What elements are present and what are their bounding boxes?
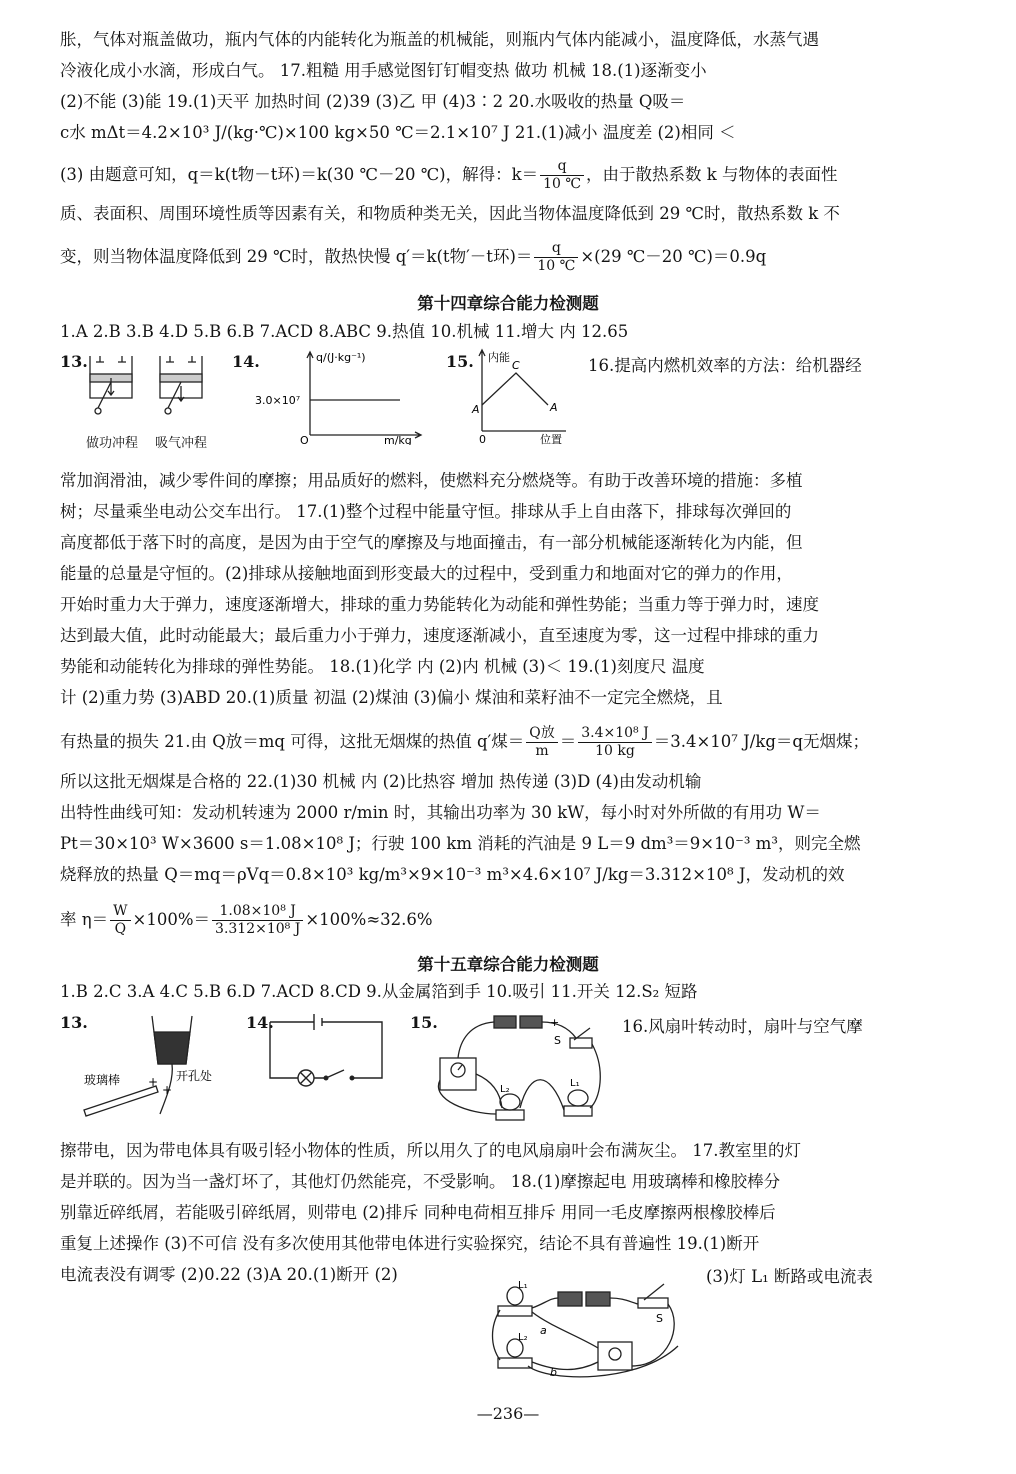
fraction xyxy=(534,240,578,275)
fraction xyxy=(578,725,651,760)
text-line: 开始时重力大于弹力，速度逐渐增大，排球的重力势能转化为动能和弹性势能；当重力等于弹力时，速度 xyxy=(60,595,819,614)
fraction-denominator: 10 ℃ xyxy=(537,258,576,274)
graph-yvalue: 3.0×10⁷ xyxy=(255,394,301,407)
question-number: 13. xyxy=(60,352,88,371)
text-line-formula xyxy=(60,240,928,275)
experiment-circuit-diagram xyxy=(488,1276,698,1388)
answer-line: 1.A 2.B 3.B 4.D 5.B 6.B 7.ACD 8.ABC 9.热值 10.机械 11.增大 内 12.65 xyxy=(60,322,629,341)
graph-xlabel: 位置 xyxy=(540,433,562,445)
glass-rod-diagram xyxy=(80,1010,230,1120)
text-line: 冷液化成小水滴，形成白气。 17.粗糙 用手感觉图钉钉帽变热 做功 机械 18.(1)逐渐变小 xyxy=(60,61,707,80)
svg-text:+: + xyxy=(162,1083,173,1097)
text-line: 所以这批无烟煤是合格的 22.(1)30 机械 内 (2)比热容 增加 热传递 (3)D (4)由发动机输 xyxy=(60,772,702,791)
text-segment: 16.提高内燃机效率的方法：给机器经 xyxy=(588,356,862,375)
circuit-diagram xyxy=(264,1010,394,1090)
text-line: 重复上述操作 (3)不可信 没有多次使用其他带电体进行实验探究，结论不具有普遍性 19.(1)断开 xyxy=(60,1234,760,1253)
switch-label: S xyxy=(554,1034,561,1047)
switch-label: S xyxy=(656,1312,663,1325)
bulb-label: L₁ xyxy=(570,1078,580,1089)
question-number: 13. xyxy=(60,1013,88,1032)
fraction-denominator: 10 ℃ xyxy=(543,176,582,192)
text-segment: ×100%≈32.6% xyxy=(305,910,433,929)
text-line: 是并联的。因为当一盏灯坏了，其他灯仍然能亮，不受影响。 18.(1)摩擦起电 用玻璃棒和橡胶棒分 xyxy=(60,1172,781,1191)
graph-ylabel: q/(J·kg⁻¹) xyxy=(316,351,366,364)
fraction xyxy=(212,903,303,938)
fraction-numerator: q xyxy=(540,158,584,176)
text-line-formula: 有热量的损失 21.由 Q放＝mq 可得，这批无烟煤的热值 q′煤＝ Q放 m ＝ $\frac{\text{3.4×10⁸ J}}{10 kg}$ ＝3.4×10⁷ J/kg＝q无烟煤； xyxy=(60,725,869,759)
point-label: A xyxy=(550,401,558,414)
text-segment: ＝3.4×10⁷ J/kg＝q无烟煤； xyxy=(653,732,869,751)
question-number: 14. xyxy=(246,1013,274,1032)
fraction-denominator: Q xyxy=(114,921,127,937)
text-segment: ×(29 ℃－20 ℃)＝0.9q xyxy=(580,247,767,266)
text-line: 胀，气体对瓶盖做功，瓶内气体的内能转化为瓶盖的机械能，则瓶内气体内能减小，温度降低，水蒸气遇 xyxy=(60,30,819,49)
wire-label: a xyxy=(540,1324,547,1337)
graph-ylabel: 内能 xyxy=(488,351,510,364)
text-line: 质、表面积、周围环境性质等因素有关，和物质种类无关，因此当物体温度降低到 29 ℃时，散热系数 k 不 xyxy=(60,204,840,223)
fraction-denominator: 3.312×10⁸ J xyxy=(215,921,301,937)
svg-text:+: + xyxy=(550,1016,560,1029)
fraction-numerator: 1.08×10⁸ J xyxy=(212,903,303,921)
section-heading-ch15: 第十五章综合能力检测题 xyxy=(417,955,599,974)
question-number: 15. xyxy=(446,352,474,371)
wire-label: b xyxy=(550,1366,557,1379)
text-line: 势能和动能转化为排球的弹性势能。 18.(1)化学 内 (2)内 机械 (3)＜ 19.(1)刻度尺 温度 xyxy=(60,657,705,676)
text-line: 烧释放的热量 Q＝mq＝ρVq＝0.8×10³ kg/m³×9×10⁻³ m³×4.6×10⁷ J/kg＝3.312×10⁸ J，发动机的效 xyxy=(60,865,845,884)
graph-xlabel: m/kg xyxy=(384,434,412,445)
bulb-label: L₂ xyxy=(500,1084,510,1095)
text-segment: 16.风扇叶转动时，扇叶与空气摩 xyxy=(622,1017,863,1036)
energy-position-graph xyxy=(466,345,586,445)
text-segment: 率 η＝ xyxy=(60,910,109,929)
heat-value-graph xyxy=(250,345,430,445)
text-line: 能量的总量是守恒的。(2)排球从接触地面到形变最大的过程中，受到重力和地面对它的弹力的作用， xyxy=(60,564,793,583)
text-segment: 有热量的损失 21.由 Q放＝mq 可得，这批无烟煤的热值 q′煤＝ xyxy=(60,732,525,751)
fraction-denominator: 10 kg xyxy=(595,743,635,759)
text-line-formula xyxy=(60,898,928,942)
text-segment: (3)灯 L₁ 断路或电流表 xyxy=(706,1267,873,1286)
text-line: 树；尽量乘坐电动公交车出行。 17.(1)整个过程中能量守恒。排球从手上自由落下，排球每次弹回的 xyxy=(60,502,792,521)
graph-origin: O xyxy=(300,434,309,445)
text-line: 擦带电，因为带电体具有吸引轻小物体的性质，所以用久了的电风扇扇叶会布满灰尘。 17.教室里的灯 xyxy=(60,1141,801,1160)
question-number: 15. xyxy=(410,1013,438,1032)
fraction-numerator: W xyxy=(110,903,130,921)
text-segment: ×100%＝ xyxy=(132,910,211,929)
caption: 做功冲程 xyxy=(86,436,139,451)
text-line: 计 (2)重力势 (3)ABD 20.(1)质量 初温 (2)煤油 (3)偏小 煤油和菜籽油不一定完全燃烧，且 xyxy=(60,688,723,707)
bulb-label: L₂ xyxy=(518,1332,528,1343)
graph-origin: 0 xyxy=(479,433,486,445)
text-line: 电流表没有调零 (2)0.22 (3)A 20.(1)断开 (2) xyxy=(60,1265,398,1284)
fraction-numerator: 3.4×10⁸ J xyxy=(578,725,651,743)
answer-line: 1.B 2.C 3.A 4.C 5.B 6.D 7.ACD 8.CD 9.从金属箔到手 10.吸引 11.开关 12.S₂ 短路 xyxy=(60,982,698,1001)
bulb-label: L₁ xyxy=(518,1280,528,1291)
fraction xyxy=(526,725,557,760)
text-segment: (3) 由题意可知，q＝k(t物－t环)＝k(30 ℃－20 ℃)，解得：k＝ xyxy=(60,165,539,184)
question-number: 14. xyxy=(232,352,260,371)
fraction-numerator: q xyxy=(534,240,578,258)
text-line: 出特性曲线可知：发动机转速为 2000 r/min 时，其输出功率为 30 kW，每小时对外所做的有用功 W＝ xyxy=(60,803,821,822)
svg-text:+: + xyxy=(148,1075,159,1089)
diagram-label: 开孔处 xyxy=(176,1069,213,1083)
text-line: Pt＝30×10³ W×3600 s＝1.08×10⁸ J；行驶 100 km 消耗的汽油是 9 L＝9 dm³＝9×10⁻³ m³，则完全燃 xyxy=(60,834,861,853)
text-line: 别靠近碎纸屑，若能吸引碎纸屑，则带电 (2)排斥 同种电荷相互排斥 用同一毛皮摩擦两根橡胶棒后 xyxy=(60,1203,776,1222)
text-segment: 变，则当物体温度降低到 29 ℃时，散热快慢 q′＝k(t物′－t环)＝ xyxy=(60,247,533,266)
text-line: 达到最大值，此时动能最大；最后重力小于弹力，速度逐渐减小，直至速度为零，这一过程中排球的重力 xyxy=(60,626,819,645)
section-heading-ch14: 第十四章综合能力检测题 xyxy=(417,294,599,313)
fraction xyxy=(540,158,584,193)
point-label: A xyxy=(472,403,480,416)
point-label: C xyxy=(512,359,520,372)
engine-stroke-diagrams xyxy=(86,348,226,428)
text-line-formula xyxy=(60,158,928,193)
text-line: 高度都低于落下时的高度，是因为由于空气的摩擦及与地面撞击，有一部分机械能逐渐转化为内能，但 xyxy=(60,533,803,552)
text-line: c水 mΔt＝4.2×10³ J/(kg·℃)×100 kg×50 ℃＝2.1×10⁷ J 21.(1)减小 温度差 (2)相同 ＜ xyxy=(60,123,736,142)
text-line: 常加润滑油，减少零件间的摩擦；用品质好的燃料，使燃料充分燃烧等。有助于改善环境的措施：多植 xyxy=(60,471,803,490)
text-segment: ，由于散热系数 k 与物体的表面性 xyxy=(586,165,838,184)
fraction-denominator: m xyxy=(535,743,549,759)
physical-circuit-diagram xyxy=(430,1010,610,1125)
caption: 吸气冲程 xyxy=(155,436,208,451)
fraction xyxy=(110,903,130,938)
diagram-label: 玻璃棒 xyxy=(84,1073,121,1087)
text-line: (2)不能 (3)能 19.(1)天平 加热时间 (2)39 (3)乙 甲 (4)3∶2 20.水吸收的热量 Q吸＝ xyxy=(60,92,686,111)
fraction-numerator: Q放 xyxy=(526,725,557,743)
page-number: —236— xyxy=(476,1404,540,1423)
